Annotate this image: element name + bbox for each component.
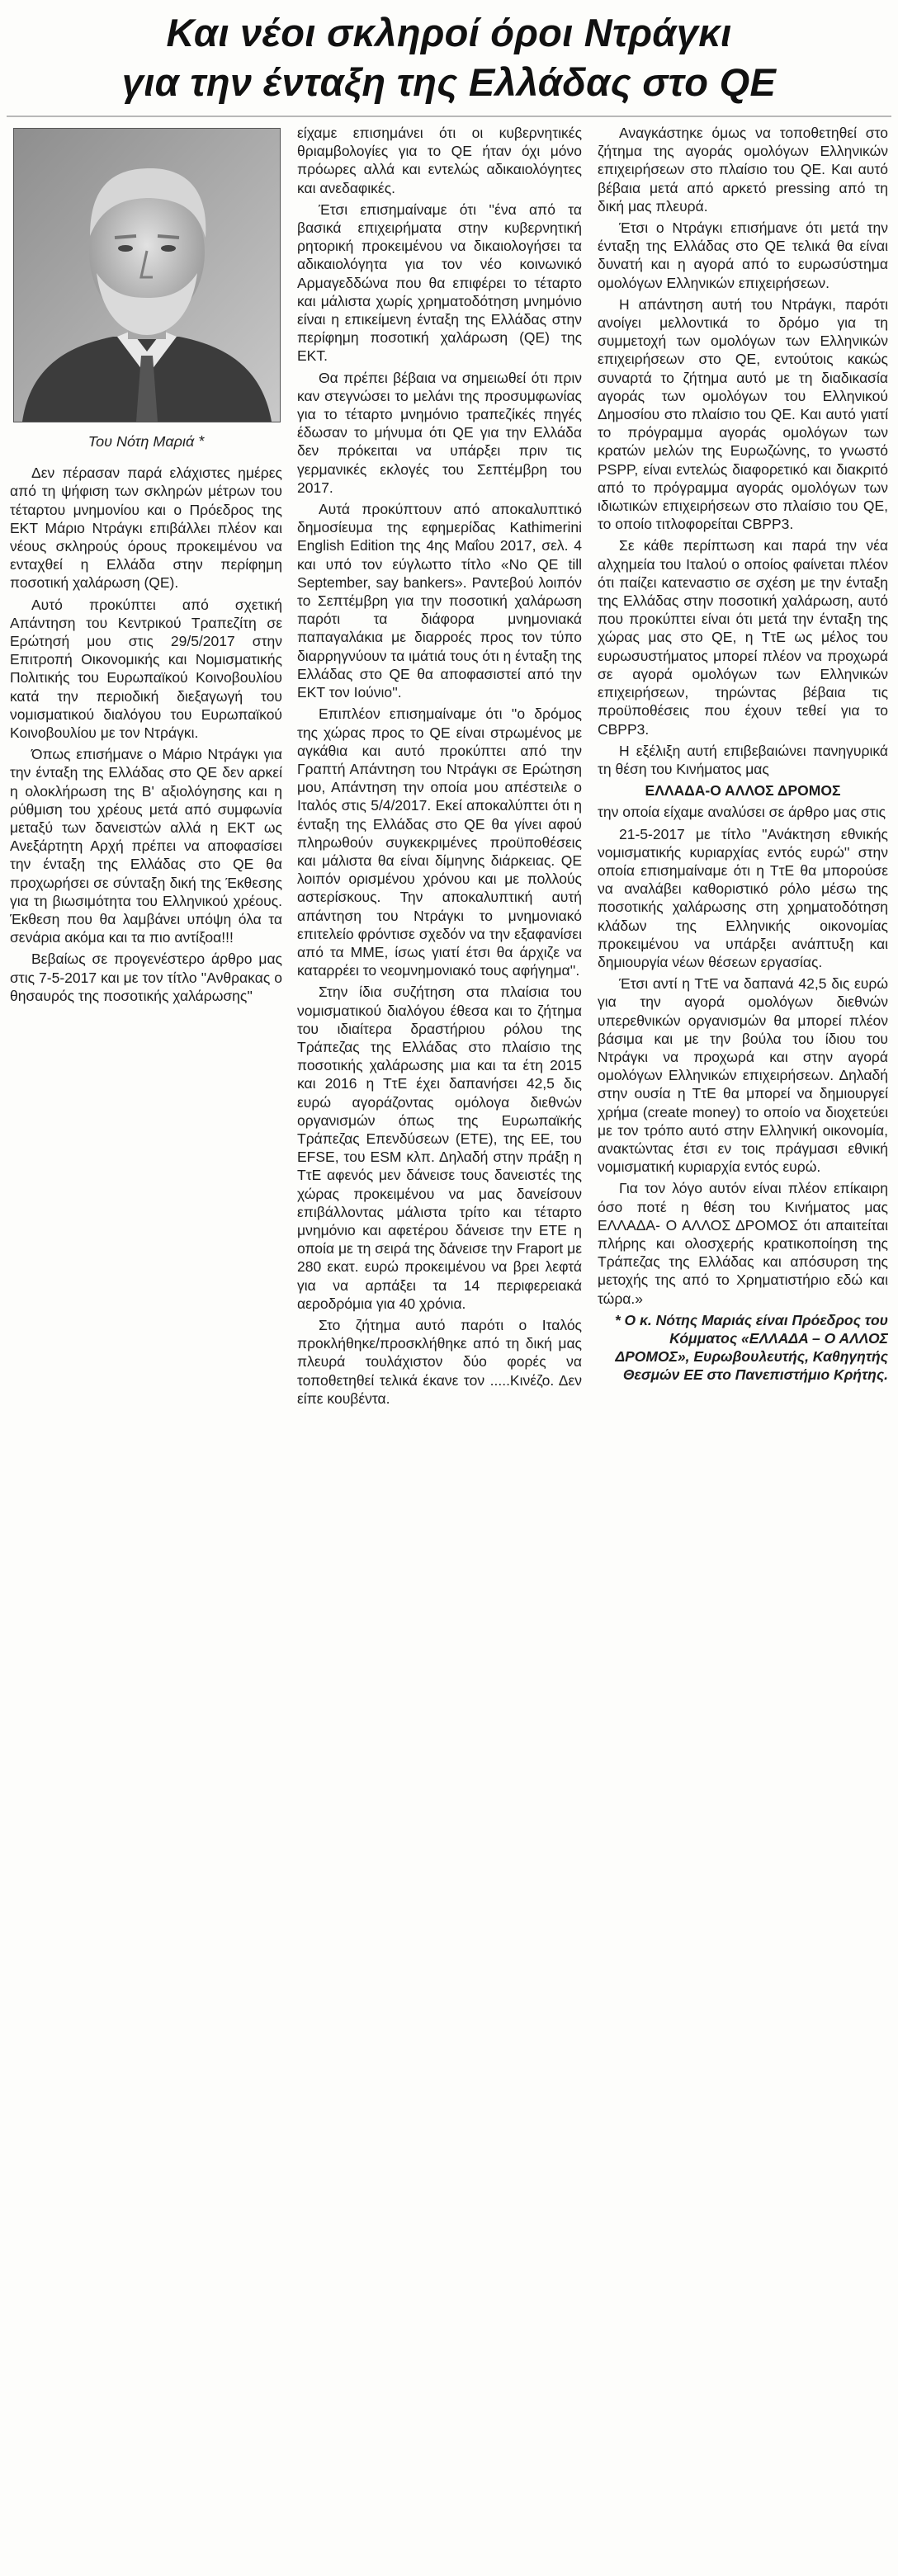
- paragraph: Έτσι αντί η ΤτΕ να δαπανά 42,5 δις ευρώ για την αγορά ομολόγων διεθνών υπερεθνικών οργανισμών θα μπορεί πλέον βάσιμα και με την βούλα του ίδιου του Ντράγκι να προχωρά και στην αγορά ομολόγων Ελληνικών επιχειρήσεων. Δηλαδή στην ουσία η ΤτΕ θα μπορεί να δημιουργεί χρήμα (create money) το οποίο να διοχετεύει με τον τρόπο αυτό στην Ελληνική οικονομία, ανακτώντας έτσι εν τοις πράγμασι εθνική νομισματική κυριαρχία εντός ευρώ.: [598, 975, 888, 1176]
- author-photo: [13, 128, 281, 422]
- paragraph: είχαμε επισημάνει ότι οι κυβερνητικές θριαμβολογίες για το QE ήταν όχι μόνο πρόωρες αλλά και εντελώς αδικαιολόγητες και ανεδαφικές.: [297, 125, 582, 196]
- article-column-1: [10, 124, 282, 1008]
- paragraph: Σε κάθε περίπτωση και παρά την νέα αλχημεία του Ιταλού ο οποίος φαίνεται πλέον ότι παίζει κατεναστιο σε σχέση με την ένταξη της Ελλάδας στην ποσοτική χαλάρωση, αυτό που προκύπτει είναι ότι μετά την ένταξη της χώρας μας στο QE, η ΤτΕ ως μέλος του ευρωσυστήματος μπορεί πλέον να προχωρά σε αγορά ομολόγων των Ελληνικών επιχειρήσεων, τηρώντας βέβαια τις προϋποθέσεις που έχουν τεθεί για το CBPP3.: [598, 537, 888, 738]
- paragraph: Αναγκάστηκε όμως να τοποθετηθεί στο ζήτημα της αγοράς ομολόγων Ελληνικών επιχειρήσεων στο πλαίσιο του QE. Και αυτό βέβαια μετά από αρκετό pressing από τη δική μας πλευρά.: [598, 125, 888, 215]
- paragraph: Στην ίδια συζήτηση στα πλαίσια του νομισματικού διαλόγου έθεσα και το ζήτημα του ιδιαίτερα δραστήριου ρόλου της Τράπεζας της Ελλάδας στο πλαίσιο της ποσοτικής χαλάρωσης μια και τα έτη 2015 και 2016 η ΤτΕ έχει δαπανήσει 42,5 δις ευρώ αγοράζοντας ομόλογα διεθνών οργανισμών όπως της Ευρωπαϊκής Τράπεζας Επενδύσεων (ΕΤΕ), της ΕΕ, του EFSE, του ESM κλπ. Δηλαδή στην πράξη η ΤτΕ αφενός μεν δάνεισε τους δανειστές της χώρας προκειμένου να μας δανείσουν επιβάλλοντας μάλιστα τρίτο και τέταρτο μνημόνιο και αφετέρου δάνεισε την ΕΤΕ η οποία με τη σειρά της δάνεισε την Fraport με 280 εκατ. ευρώ προκειμένου να βρει λεφτά για να αρπάξει τα 14 περιφερειακά αεροδρόμια για 40 χρόνια.: [297, 984, 582, 1312]
- paragraph: Έτσι επισημαίναμε ότι ''ένα από τα βασικά επιχειρήματα στην κυβερνητική ρητορική προκειμένου να δικαιολογήσει τα αδικαιολόγητα για τον νέο κοινωνικό Αρμαγεδδώνα που θα επιφέρει το τέταρτο και μάλιστα χωρίς χρηματοδότηση μνημόνιο είναι η επικείμενη ένταξη της Ελλάδας στην περίφημη ποσοτική χαλάρωση (QE) της ΕΚΤ.: [297, 201, 582, 365]
- movement-name: ΕΛΛΑΔΑ-Ο ΑΛΛΟΣ ΔΡΟΜΟΣ: [645, 782, 841, 800]
- paragraph: Η εξέλιξη αυτή επιβεβαιώνει πανηγυρικά τη θέση του Κινήματος μας: [598, 742, 888, 777]
- headline: [17, 8, 881, 107]
- headline-line-1: Και νέοι σκληροί όροι Ντράγκι: [166, 11, 732, 54]
- paragraph: Όπως επισήμανε ο Μάριο Ντράγκι για την ένταξη της Ελλάδας στο QE δεν αρκεί η ολοκλήρωση της Β' αξιολόγησης και η ρύθμιση του χρέους μετά από συμφωνία μεταξύ των δανειστών αλλά η ΕΚΤ ως Ανεξάρτητη Αρχή πρέπει να αποφασίσει την ένταξη της Ελλάδας στο QE θα προχωρήσει σε σύνταξη δική της Έκθεσης για τη βιωσιμότητα του Ελληνικού χρέους. Έκθεση που θα λαμβάνει υπόψη όλα τα σενάρια ακόμα και τα πιο αντίξοα!!!: [10, 746, 282, 946]
- paragraph: Για τον λόγο αυτόν είναι πλέον επίκαιρη όσο ποτέ η θέση του Κινήματος μας ΕΛΛΑΔΑ- Ο ΑΛΛΟΣ ΔΡΟΜΟΣ ότι απαιτείται πλήρης και ολοσχερής κρατικοποίηση της Τράπεζας της Ελλάδας και απόσυρση της μετοχής της από το Χρηματιστήριο εδώ και τώρα.»: [598, 1180, 888, 1307]
- paragraph: 21-5-2017 με τίτλο ''Ανάκτηση εθνικής νομισματικής κυριαρχίας εντός ευρώ'' στην οποία επισημαίναμε ότι η ΤτΕ θα μπορούσε να αναλάβει καθοριστικό ρόλο μέσω της ποσοτικής χαλάρωσης στη χρηματοδότηση κλάδων της Ελληνικής οικονομίας προκειμένου να υπάρξει ανάπτυξη και δημιουργία νέων θέσεων εργασίας.: [598, 825, 888, 970]
- headline-divider: [7, 116, 891, 117]
- article-column-3: [598, 124, 888, 1388]
- paragraph: Η απάντηση αυτή του Ντράγκι, παρότι ανοίγει μελλοντικά το δρόμο για τη συμμετοχή των ομολόγων των Ελληνικών επιχειρήσεων στο QE, εντούτοις κακώς συναρτά το ζήτημα αυτό με τη διαδικασία αγοράς των ομολόγων του Ελληνικού Δημοσίου στο πλαίσιο του QE. Και αυτό γιατί το πρόγραμμα αγοράς ομολόγων των κρατών μελών της Ευρωζώνης, το γνωστό PSPP, είναι εντελώς διαφορετικό και διακριτό από το πρόγραμμα αγοράς ομολόγων των ιδιωτικών επιχειρήσεων στο πλαίσιο του QE, το οποίο τιτλοφορείται CBPP3.: [598, 295, 888, 533]
- byline: Του Νότη Μαριά *: [87, 433, 205, 450]
- headline-line-2: για την ένταξη της Ελλάδας στο QE: [121, 60, 777, 104]
- paragraph: Θα πρέπει βέβαια να σημειωθεί ότι πριν καν στεγνώσει το μελάνι της προσυμφωνίας για το τέταρτο μνημόνιο τραπεζίκές πηγές έδωσαν το μήνυμα ότι QE για την Ελλάδα δεν πρόκειται να υπάρξει πριν τις γερμανικές εκλογές του Σεπτέμβρη του 2017.: [297, 369, 582, 496]
- paragraph: Στο ζήτημα αυτό παρότι ο Ιταλός προκλήθηκε/προσκλήθηκε από τη δική μας πλευρά τουλάχιστον δύο φορές να τοποθετηθεί τελικά έκανε τον .....Κινέζο. Δεν είπε κουβέντα.: [297, 1317, 582, 1407]
- paragraph: την οποία είχαμε αναλύσει σε άρθρο μας στις: [598, 804, 886, 821]
- paragraph: Αυτό προκύπτει από σχετική Απάντηση του Κεντρικού Τραπεζίτη σε Ερώτησή μου στις 29/5/2017 στην Επιτροπή Οικονομικής και Νομισματικής Πολιτικής του Ευρωπαϊκού Κοινοβουλίου κατά την περιοδική διεξαγωγή του νομισματικού διαλόγου του Ευρωπαϊκού Κοινοβουλίου με τον Ντράγκι.: [10, 596, 282, 742]
- paragraph: Επιπλέον επισημαίναμε ότι ''ο δρόμος της χώρας προς το QE είναι στρωμένος με αγκάθια και αυτό προκύπτει από την Γραπτή Απάντηση του Ντράγκι σε Ερώτηση μου, Απάντηση την οποία μου απέστειλε ο Ιταλός στις 5/4/2017. Εκεί αποκαλύπτει ότι η ένταξη της Ελλάδας στο QE θα γίνει αφού πληρωθούν συγκεκριμένες προϋποθέσεις και μάλιστα θα είναι δίμηνης διάρκειας. QE λοιπόν ορισμένου χρόνου και με πολλούς αστερίσκους. Την αποκαλυπτική αυτή απάντηση του Ντράγκι το μνημονιακό επιτελείο φρόντισε σχεδόν να την εξαφανίσει από τα ΜΜΕ, ίσως γιατί έτσι θα άρχιζε να καταρρέει το νεομνημονιακό τους αφήγημα''.: [297, 705, 582, 979]
- author-note: * Ο κ. Νότης Μαριάς είναι Πρόεδρος του Κόμματος «ΕΛΛΑΔΑ – Ο ΑΛΛΟΣ ΔΡΟΜΟΣ», Ευρωβουλευτής, Καθηγητής Θεσμών ΕΕ στο Πανεπιστήμιο Κρήτης.: [614, 1311, 888, 1384]
- paragraph: Αυτά προκύπτουν από αποκαλυπτικό δημοσίευμα της εφημερίδας Kathimerini English Edition της 4ης Μαΐου 2017, σελ. 4 και υπό τον εύγλωττο τίτλο «No QE till September, say bankers». Ραντεβού λοιπόν το Σεπτέμβρη για την ποσοτική χαλάρωση παρότι τα διάφορα μνημονιακά παπαγαλάκια με διαρροές προς τον τύπο διαρρηγνύουν τα ιμάτιά τους ότι η ένταξη της Ελλάδας στο QE θα αποφασιστεί από την ΕΚΤ τον Ιούνιο''.: [297, 501, 582, 701]
- paragraph: Βεβαίως σε προγενέστερο άρθρο μας στις 7-5-2017 και με τον τίτλο ''Ανθρακας ο θησαυρός της ποσοτικής χαλάρωσης'': [10, 951, 282, 1004]
- paragraph: Έτσι ο Ντράγκι επισήμανε ότι μετά την ένταξη της Ελλάδας στο QE τελικά θα είναι δυνατή και η αγορά από το ευρωσύστημα ομολόγων Ελληνικών επιχειρήσεων.: [598, 219, 888, 291]
- article-column-2: [297, 124, 582, 1411]
- paragraph: Δεν πέρασαν παρά ελάχιστες ημέρες από τη ψήφιση των σκληρών μέτρων του τέταρτου μνημονίου και ο Πρόεδρος της ΕΚΤ Μάριο Ντράγκι επιβάλλει πλέον και νέους σκληρούς όρους προκειμένου να ενταχθεί η Ελλάδα στην περίφημη ποσοτική χαλάρωση (QE).: [10, 465, 282, 592]
